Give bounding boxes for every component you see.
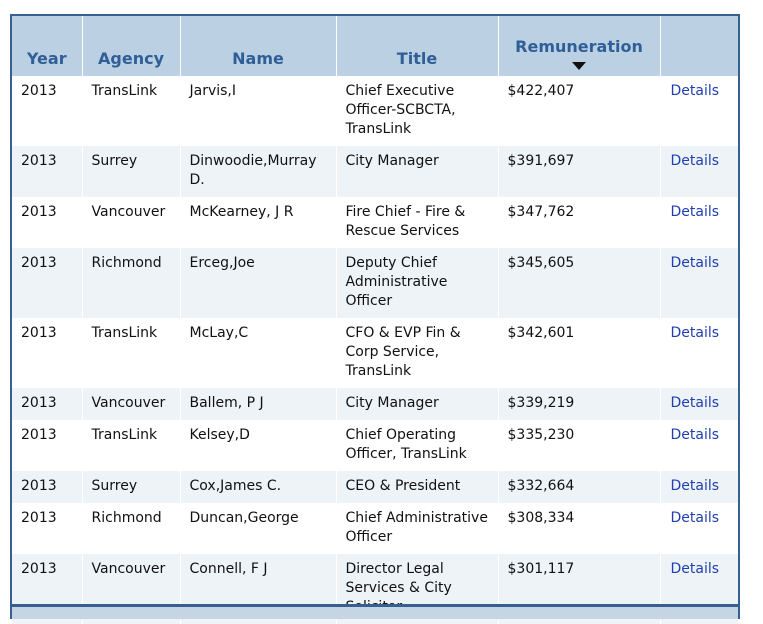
- cell-title: Fire Chief - Fire & Rescue Services: [336, 197, 498, 248]
- cell-name: Dinwoodie,Murray D.: [180, 146, 336, 197]
- cell-title: CFO & EVP Fin & Corp Service, TransLink: [336, 318, 498, 388]
- sort-descending-icon[interactable]: [572, 62, 586, 70]
- cell-title: Chief Administrative Officer: [336, 503, 498, 554]
- cell-agency: Vancouver: [82, 388, 180, 420]
- cell-remuneration: $308,334: [498, 503, 660, 554]
- details-link[interactable]: Details: [660, 420, 738, 471]
- details-link[interactable]: Details: [660, 503, 738, 554]
- column-header-year[interactable]: Year: [12, 16, 82, 76]
- cell-name: Ballem, P J: [180, 388, 336, 420]
- cell-year: 2013: [12, 146, 82, 197]
- table-row: [12, 420, 738, 471]
- cell-title: City Manager: [336, 146, 498, 197]
- cell-remuneration: $347,762: [498, 197, 660, 248]
- cell-year: 2013: [12, 197, 82, 248]
- cell-year: 2013: [12, 471, 82, 503]
- cell-year: 2013: [12, 420, 82, 471]
- cell-remuneration: $339,219: [498, 388, 660, 420]
- column-header-title[interactable]: Title: [336, 16, 498, 76]
- details-link[interactable]: Details: [660, 471, 738, 503]
- cell-remuneration: $342,601: [498, 318, 660, 388]
- table-row: [12, 197, 738, 248]
- details-link[interactable]: Details: [660, 76, 738, 146]
- details-link[interactable]: Details: [660, 146, 738, 197]
- cell-name: Connell, F J: [180, 554, 336, 624]
- table-row: [12, 76, 738, 146]
- cell-remuneration: $345,605: [498, 248, 660, 318]
- cell-name: McKearney, J R: [180, 197, 336, 248]
- table-footer-bar: [12, 604, 738, 619]
- cell-remuneration: $391,697: [498, 146, 660, 197]
- cell-year: 2013: [12, 76, 82, 146]
- column-header-name[interactable]: Name: [180, 16, 336, 76]
- remuneration-header-label: Remuneration: [515, 37, 643, 56]
- table-row: [12, 388, 738, 420]
- cell-agency: Surrey: [82, 471, 180, 503]
- remuneration-table-panel: [10, 14, 740, 619]
- cell-title: Chief Operating Officer, TransLink: [336, 420, 498, 471]
- cell-agency: TransLink: [82, 76, 180, 146]
- cell-title: City Manager: [336, 388, 498, 420]
- cell-year: 2013: [12, 388, 82, 420]
- cell-agency: Vancouver: [82, 554, 180, 624]
- cell-year: 2013: [12, 318, 82, 388]
- cell-agency: TransLink: [82, 420, 180, 471]
- cell-year: 2013: [12, 503, 82, 554]
- column-header-remuneration[interactable]: [498, 16, 660, 76]
- details-link[interactable]: Details: [660, 318, 738, 388]
- cell-name: Jarvis,I: [180, 76, 336, 146]
- table-row: [12, 503, 738, 554]
- details-link[interactable]: Details: [660, 554, 738, 624]
- cell-title: Director Legal Services & City: [336, 554, 498, 624]
- cell-agency: Surrey: [82, 146, 180, 197]
- details-link[interactable]: Details: [660, 248, 738, 318]
- details-link[interactable]: Details: [660, 388, 738, 420]
- cell-remuneration: $332,664: [498, 471, 660, 503]
- cell-title: CEO & President: [336, 471, 498, 503]
- cell-title: Chief Executive Officer-SCBCTA, TransLink: [336, 76, 498, 146]
- table-row: [12, 318, 738, 388]
- cell-name: Kelsey,D: [180, 420, 336, 471]
- cell-name: Duncan,George: [180, 503, 336, 554]
- cell-agency: Richmond: [82, 503, 180, 554]
- cell-remuneration: $301,117: [498, 554, 660, 624]
- column-header-agency[interactable]: Agency: [82, 16, 180, 76]
- cell-agency: TransLink: [82, 318, 180, 388]
- details-link[interactable]: Details: [660, 197, 738, 248]
- cell-remuneration: $422,407: [498, 76, 660, 146]
- cell-name: Erceg,Joe: [180, 248, 336, 318]
- remuneration-table: [12, 16, 738, 624]
- table-header-row: [12, 16, 738, 76]
- cell-agency: Richmond: [82, 248, 180, 318]
- cell-year: 2013: [12, 248, 82, 318]
- cell-year: 2013: [12, 554, 82, 624]
- cell-agency: Vancouver: [82, 197, 180, 248]
- cell-remuneration: $335,230: [498, 420, 660, 471]
- cell-title: Deputy Chief Administrative Officer: [336, 248, 498, 318]
- table-row: [12, 471, 738, 503]
- column-header-details: [660, 16, 738, 76]
- cell-name: McLay,C: [180, 318, 336, 388]
- cell-name: Cox,James C.: [180, 471, 336, 503]
- table-row: [12, 146, 738, 197]
- table-row: [12, 248, 738, 318]
